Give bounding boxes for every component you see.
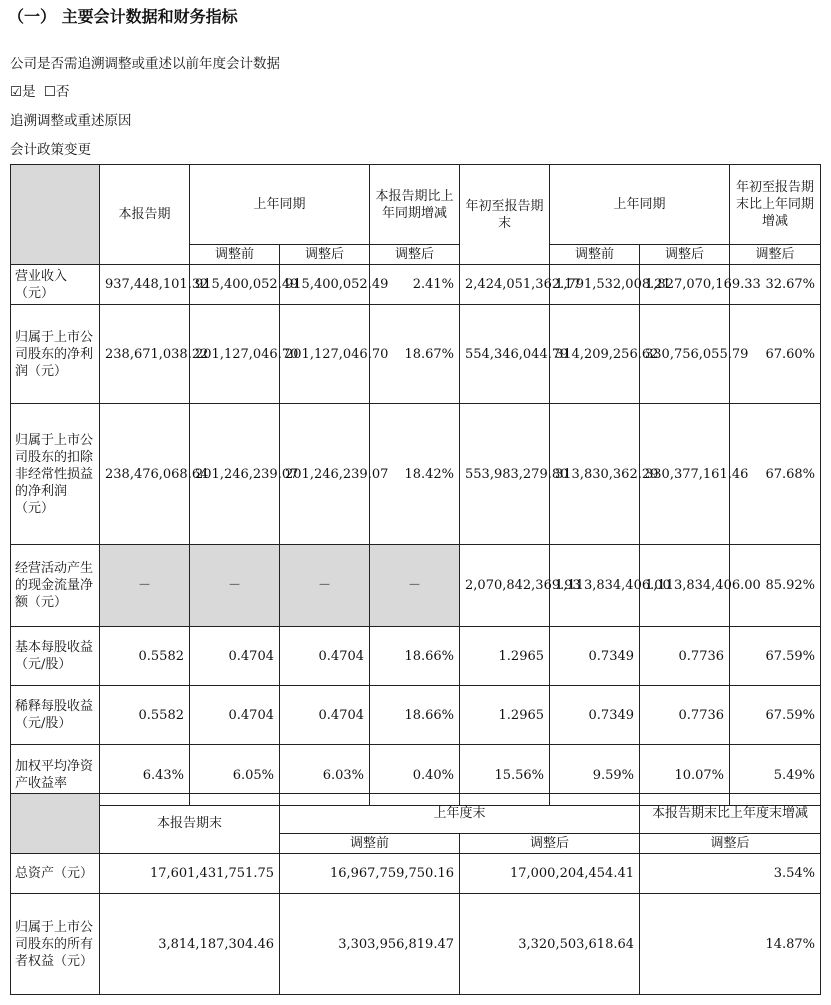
cell-ytd: 553,983,279.80 — [460, 404, 550, 545]
table-row — [11, 894, 821, 995]
section-title: （一） 主要会计数据和财务指标 — [8, 7, 238, 26]
cell-this-period: 0.5582 — [100, 627, 190, 686]
row-label: 稀释每股收益（元/股） — [11, 686, 100, 745]
cell-after: 17,000,204,454.41 — [460, 854, 640, 894]
subheader-ytd-change-after: 调整后 — [730, 245, 821, 265]
header-blank-cell — [11, 165, 100, 265]
row-label: 归属于上市公司股东的所有者权益（元） — [11, 894, 100, 995]
subheader-change-after: 调整后 — [370, 245, 460, 265]
cell-last-before: 201,127,046.70 — [190, 305, 280, 404]
table-row — [11, 404, 821, 545]
header-last-year-same-ytd: 上年同期 — [550, 165, 730, 245]
header-last-year-same: 上年同期 — [190, 165, 370, 245]
table-row — [11, 545, 821, 627]
cell-ytd-change: 67.59% — [730, 627, 821, 686]
cell-last-after: 0.4704 — [280, 686, 370, 745]
cell-ytd: 2,424,051,362.17 — [460, 265, 550, 305]
cell-ytd-change: 67.68% — [730, 404, 821, 545]
row-label: 基本每股收益（元/股） — [11, 627, 100, 686]
cell-ytd-after: 1,827,070,169.33 — [640, 265, 730, 305]
cell-ytd-before: 0.7349 — [550, 686, 640, 745]
cell-this-period: 238,476,068.64 — [100, 404, 190, 545]
yes-no-options — [10, 80, 70, 100]
subheader-before: 调整前 — [280, 834, 460, 854]
cell-last-after: 201,246,239.07 — [280, 404, 370, 545]
cell-ytd: 15.56% — [460, 745, 550, 806]
option-no-label: 否 — [56, 84, 70, 100]
header-blank-cell — [11, 794, 100, 854]
subheader-change-after: 调整后 — [640, 834, 821, 854]
row-label: 经营活动产生的现金流量净额（元） — [11, 545, 100, 627]
cell-last-after: 6.03% — [280, 745, 370, 806]
cell-last-after: 915,400,052.49 — [280, 265, 370, 305]
unchecked-box-icon[interactable]: ☐ — [43, 84, 57, 100]
cell-change: 14.87% — [640, 894, 821, 995]
cell-this-period: 0.5582 — [100, 686, 190, 745]
cell-last-before: 915,400,052.49 — [190, 265, 280, 305]
row-label: 归属于上市公司股东的扣除非经常性损益的净利润（元） — [11, 404, 100, 545]
reason-label: 追溯调整或重述原因 — [10, 113, 132, 129]
cell-ytd-before: 0.7349 — [550, 627, 640, 686]
cell-before: 3,303,956,819.47 — [280, 894, 460, 995]
cell-last-after: － — [280, 545, 370, 627]
header-this-period: 本报告期 — [100, 165, 190, 265]
table-row — [11, 265, 821, 305]
cell-ytd-change: 32.67% — [730, 265, 821, 305]
cell-period-end: 3,814,187,304.46 — [100, 894, 280, 995]
header-change: 本报告期末比上年度末增减 — [640, 794, 821, 834]
cell-this-period: 6.43% — [100, 745, 190, 806]
cell-last-after: 201,127,046.70 — [280, 305, 370, 404]
option-yes-label: 是 — [22, 84, 36, 100]
cell-ytd-change: 5.49% — [730, 745, 821, 806]
cell-ytd-change: 67.60% — [730, 305, 821, 404]
cell-after: 3,320,503,618.64 — [460, 894, 640, 995]
cell-last-before: － — [190, 545, 280, 627]
cell-this-period: － — [100, 545, 190, 627]
row-label: 归属于上市公司股东的净利润（元） — [11, 305, 100, 404]
table-row — [11, 305, 821, 404]
cell-change: 0.40% — [370, 745, 460, 806]
table-row — [11, 627, 821, 686]
cell-ytd: 2,070,842,369.93 — [460, 545, 550, 627]
cell-change: 18.42% — [370, 404, 460, 545]
table-row — [11, 686, 821, 745]
cell-ytd-after: 0.7736 — [640, 627, 730, 686]
row-label: 营业收入（元） — [11, 265, 100, 305]
cell-last-after: 0.4704 — [280, 627, 370, 686]
cell-this-period: 937,448,101.32 — [100, 265, 190, 305]
cell-ytd-before: 1,113,834,406.00 — [550, 545, 640, 627]
cell-ytd-after: 1,113,834,406.00 — [640, 545, 730, 627]
cell-ytd-after: 330,377,161.46 — [640, 404, 730, 545]
cell-ytd-change: 67.59% — [730, 686, 821, 745]
subheader-before-ytd: 调整前 — [550, 245, 640, 265]
cell-ytd-after: 330,756,055.79 — [640, 305, 730, 404]
row-label: 加权平均净资产收益率 — [11, 745, 100, 806]
cell-before: 16,967,759,750.16 — [280, 854, 460, 894]
cell-ytd-before: 1,791,532,008.21 — [550, 265, 640, 305]
subheader-after: 调整后 — [280, 245, 370, 265]
cell-this-period: 238,671,038.22 — [100, 305, 190, 404]
subheader-after: 调整后 — [460, 834, 640, 854]
cell-change: 2.41% — [370, 265, 460, 305]
cell-ytd: 1.2965 — [460, 627, 550, 686]
cell-ytd-after: 10.07% — [640, 745, 730, 806]
restatement-question: 公司是否需追溯调整或重述以前年度会计数据 — [10, 56, 280, 72]
reason-value: 会计政策变更 — [10, 142, 91, 158]
cell-ytd-before: 313,830,362.29 — [550, 404, 640, 545]
cell-change: 18.66% — [370, 627, 460, 686]
cell-ytd-change: 85.92% — [730, 545, 821, 627]
header-change: 本报告期比上年同期增减 — [370, 165, 460, 245]
cell-last-before: 201,246,239.07 — [190, 404, 280, 545]
cell-change: － — [370, 545, 460, 627]
subheader-before: 调整前 — [190, 245, 280, 265]
cell-change: 3.54% — [640, 854, 821, 894]
header-period-end: 本报告期末 — [100, 794, 280, 854]
cell-last-before: 0.4704 — [190, 627, 280, 686]
financial-indicators-table — [10, 164, 821, 806]
table-row — [11, 854, 821, 894]
cell-change: 18.66% — [370, 686, 460, 745]
row-label: 总资产（元） — [11, 854, 100, 894]
cell-change: 18.67% — [370, 305, 460, 404]
header-ytd-change: 年初至报告期末比上年同期增减 — [730, 165, 821, 245]
header-last-year-end: 上年度末 — [280, 794, 640, 834]
cell-ytd: 1.2965 — [460, 686, 550, 745]
cell-ytd-before: 9.59% — [550, 745, 640, 806]
balance-sheet-table — [10, 793, 821, 995]
cell-ytd: 554,346,044.79 — [460, 305, 550, 404]
cell-last-before: 6.05% — [190, 745, 280, 806]
cell-period-end: 17,601,431,751.75 — [100, 854, 280, 894]
checked-box-icon[interactable]: ☑ — [10, 84, 23, 100]
header-ytd: 年初至报告期末 — [460, 165, 550, 265]
subheader-after-ytd: 调整后 — [640, 245, 730, 265]
cell-last-before: 0.4704 — [190, 686, 280, 745]
cell-ytd-before: 314,209,256.62 — [550, 305, 640, 404]
cell-ytd-after: 0.7736 — [640, 686, 730, 745]
